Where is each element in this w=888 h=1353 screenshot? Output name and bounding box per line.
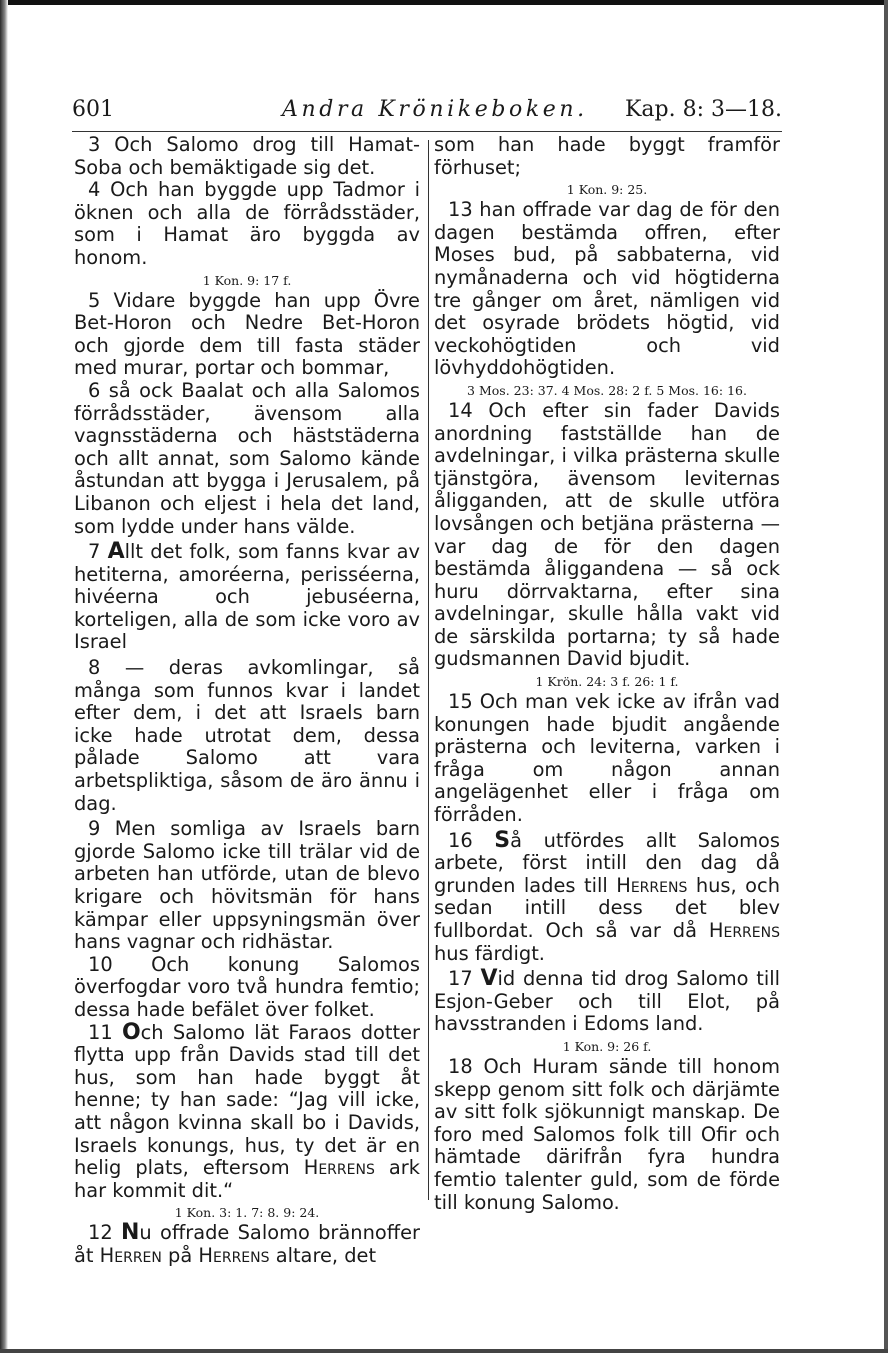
verse-18: 18 Och Huram sände till honom skepp genom sitt folk och därjämte av sitt folk sjökunnigt manskap. De foro med Salomos folk till Ofir och hämtade därifrån fyra hundra femtio talenter guld, som de förde till konung Salomo.: [434, 1054, 780, 1214]
divine-name: Herrens: [708, 919, 780, 942]
cross-reference: 1 Kon. 9: 25.: [566, 182, 648, 198]
divine-name: Herren: [99, 1243, 162, 1267]
verse-13: 13 han offrade var dag de för den dagen bestämda offren, efter Moses bud, på sabbaterna, vid nymånaderna och vid högtiderna tre gånger om året, nämligen vid det osyrade brödets högtid, vid veckohögtiden och vid lövhyddohögtiden.: [434, 198, 780, 380]
scan-edge-right: [884, 0, 888, 1353]
verse-12: [74, 1222, 420, 1267]
verse-number: 7: [88, 540, 101, 564]
verse-7: [74, 541, 420, 654]
header-rule: [72, 131, 782, 132]
verse-text: altare, det: [275, 1243, 377, 1267]
scan-edge-left: [0, 0, 8, 1353]
verse-5: 5 Vidare byggde han upp Övre Bet-Horon och Nedre Bet-Horon och gjorde dem till fasta städer med murar, portar och bommar,: [74, 288, 420, 380]
verse-number: 11: [88, 1020, 113, 1044]
verse-text: å utfördes allt Salomos arbete, först intill den dag då grunden lades till: [434, 828, 780, 897]
verse-text: ark har kommit dit.“: [74, 1156, 421, 1202]
section-initial: O: [121, 1019, 141, 1045]
divine-name: Herrens: [198, 1243, 270, 1267]
divine-name: Herrens: [616, 873, 688, 897]
verse-14: 14 Och efter sin fader Davids anordning fastställde han de avdelningar, i vilka prästerna skulle tjänstgöra, ävensom leviternas åligganden, att de skulle utföra lovsången och betjäna prästerna — var dag de för den dagen bestämda åliggandena — så ock huru dörrvaktarna, efter sina avdelningar, skulle hålla vakt vid de särskilda portarna; ty så hade gudsmannen David bjudit.: [434, 398, 780, 671]
section-initial: V: [480, 966, 498, 992]
verse-number: 12: [88, 1221, 113, 1245]
section-initial: A: [107, 539, 125, 565]
cross-reference: 1 Kon. 9: 26 f.: [562, 1038, 652, 1054]
column-divider: [428, 140, 429, 1200]
verse-11: [74, 1019, 421, 1203]
cross-reference: 1 Krön. 24: 3 f. 26: 1 f.: [535, 674, 679, 690]
verse-text: llt det folk, som fanns kvar av hetiterna, amoréerna, perisséerna, hivéerna och jebuséerna, korteligen, alla de som icke voro av Israel: [74, 540, 420, 654]
verse-text: ch Salomo lät Faraos dotter flytta upp från Davids stad till det hus, som han hade byggt åt henne; ty han sade: “Jag vill icke, att någon kvinna skall bo i Davids, Israels konungs, hus, ty det är en helig plats, eftersom: [74, 1020, 420, 1180]
verse-text: u offrade Salomo brännoffer åt: [74, 1221, 420, 1267]
verse-10: 10 Och konung Salomos överfogdar voro två hundra femtio; dessa hade befälet över folket.: [74, 952, 420, 1021]
verse-text: hus färdigt.: [434, 941, 545, 965]
verse-15: 15 Och man vek icke av ifrån vad konungen hade bjudit angående prästerna och leviterna, varken i fråga om någon annan angelägenhet eller i fråga om förråden.: [434, 690, 780, 827]
verse-number: 17: [448, 967, 473, 991]
running-header: [72, 97, 782, 127]
verse-text: på: [168, 1243, 193, 1267]
verse-text: hus, och sedan intill dess det blev fullbordat. Och så var då: [434, 873, 780, 942]
right-column: [434, 134, 780, 1214]
verse-3: 3 Och Salomo drog till Hamat-Soba och bemäktigade sig det.: [74, 133, 420, 179]
verse-8: 8 — deras avkomlingar, så många som funnos kvar i landet efter dem, i det att Israels barn icke hade utrotat dem, dessa pålade Salomo att vara arbetspliktiga, såsom de äro ännu i dag.: [74, 656, 420, 815]
left-column: [74, 134, 420, 1268]
cross-reference: 1 Kon. 3: 1. 7: 8. 9: 24.: [174, 1205, 320, 1221]
divine-name: Herrens: [303, 1156, 375, 1180]
page-number: 601: [72, 97, 114, 122]
cross-reference: 1 Kon. 9: 17 f.: [202, 272, 292, 288]
section-initial: S: [494, 827, 511, 853]
verse-text: id denna tid drog Salomo till Esjon-Geber och till Elot, på havsstranden i Edoms land.: [434, 967, 780, 1036]
verse-17: [434, 968, 780, 1036]
section-initial: N: [121, 1220, 140, 1246]
chapter-reference: Kap. 8: 3—18.: [624, 97, 782, 122]
verse-4: 4 Och han byggde upp Tadmor i öknen och alla de förrådsstäder, som i Hamat äro byggda av honom.: [74, 178, 420, 269]
verse-number: 16: [448, 828, 473, 852]
verse-9: 9 Men somliga av Israels barn gjorde Salomo icke till trälar vid de arbeten han utförde, utan de blevo krigare och hövitsmän för hans kämpar eller uppsyningsmän över hans vagnar och ridhästar.: [74, 817, 420, 954]
book-title: Andra Krönikeboken.: [282, 97, 588, 122]
verse-6: 6 så ock Baalat och alla Salomos förrådsstäder, ävensom alla vagnsstäderna och häststäderna och allt annat, som Salomo kände åstundan att bygga i Jerusalem, på Libanon och eljest i hela det land, som lydde under hans välde.: [74, 378, 420, 538]
verse-12-continued: som han hade byggt framför förhuset;: [434, 133, 780, 179]
scan-edge-top: [0, 0, 888, 5]
scan-edge-bottom: [0, 1349, 888, 1353]
cross-reference: 3 Mos. 23: 37. 4 Mos. 28: 2 f. 5 Mos. 16: 16.: [467, 382, 747, 398]
verse-16: [434, 827, 780, 966]
